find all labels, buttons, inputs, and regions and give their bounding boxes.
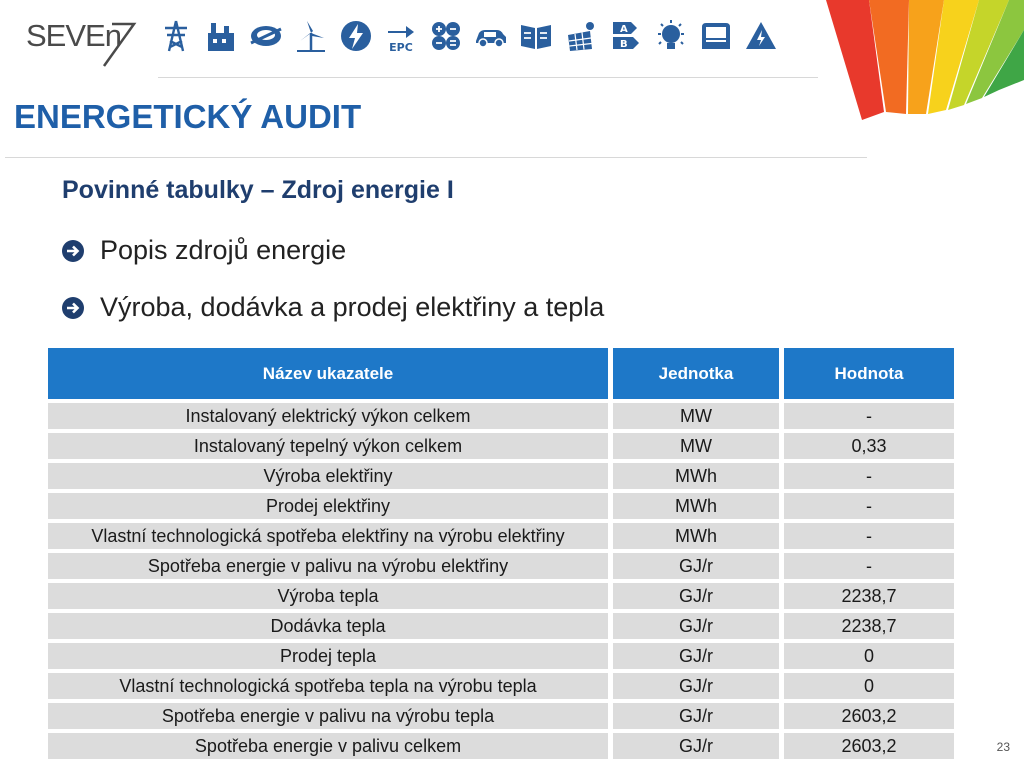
cell-name: Spotřeba energie v palivu na výrobu tepla — [48, 703, 608, 729]
cell-value: - — [784, 403, 954, 429]
table-row — [48, 493, 954, 519]
cell-name: Prodej tepla — [48, 643, 608, 669]
cell-name: Instalovaný elektrický výkon celkem — [48, 403, 608, 429]
cell-unit: GJ/r — [613, 613, 779, 639]
table-row — [48, 673, 954, 699]
cell-name: Spotřeba energie v palivu na výrobu elektřiny — [48, 553, 608, 579]
header-name: Název ukazatele — [48, 348, 608, 399]
cell-name: Výroba elektřiny — [48, 463, 608, 489]
factory-icon — [203, 14, 239, 58]
cell-name: Výroba tepla — [48, 583, 608, 609]
hazard-icon — [743, 14, 779, 58]
epc-label: EPC — [389, 41, 413, 53]
cell-value: - — [784, 523, 954, 549]
cell-name: Prodej elektřiny — [48, 493, 608, 519]
arrow-right-circle-icon — [62, 240, 84, 262]
logo-seven-stroke-icon — [26, 12, 138, 68]
cell-name: Spotřeba energie v palivu celkem — [48, 733, 608, 759]
table-header-row — [48, 348, 954, 399]
bullet-item — [62, 235, 346, 266]
cell-name: Vlastní technologická spotřeba elektřiny na výrobu elektřiny — [48, 523, 608, 549]
building-plan-icon — [518, 14, 554, 58]
icon-bar — [158, 14, 779, 64]
window-icon — [698, 14, 734, 58]
arrow-right-circle-icon — [62, 297, 84, 319]
cell-unit: MW — [613, 403, 779, 429]
energy-source-table — [43, 344, 959, 763]
table-row — [48, 613, 954, 639]
table-row — [48, 703, 954, 729]
cell-value: 2238,7 — [784, 583, 954, 609]
header-divider — [158, 77, 818, 78]
table-row — [48, 463, 954, 489]
table-row — [48, 403, 954, 429]
electric-car-icon — [473, 14, 509, 58]
energy-label-icon — [608, 14, 644, 58]
cell-name: Instalovaný tepelný výkon celkem — [48, 433, 608, 459]
cell-unit: MW — [613, 433, 779, 459]
label-a-text: A — [620, 24, 628, 35]
wind-turbine-icon — [293, 14, 329, 58]
transmission-tower-icon — [158, 14, 194, 58]
header-value: Hodnota — [784, 348, 954, 399]
cell-unit: GJ/r — [613, 673, 779, 699]
cell-unit: GJ/r — [613, 553, 779, 579]
table-row — [48, 433, 954, 459]
cell-unit: GJ/r — [613, 733, 779, 759]
solar-panel-icon — [563, 14, 599, 58]
cell-name: Vlastní technologická spotřeba tepla na výrobu tepla — [48, 673, 608, 699]
cell-value: 0,33 — [784, 433, 954, 459]
title-divider — [5, 157, 867, 158]
slide-title: ENERGETICKÝ AUDIT — [14, 98, 362, 135]
cell-name: Dodávka tepla — [48, 613, 608, 639]
color-fan-decoration-icon — [814, 0, 1024, 130]
cell-value: - — [784, 463, 954, 489]
cell-value: 2603,2 — [784, 733, 954, 759]
cell-unit: GJ/r — [613, 643, 779, 669]
cell-value: 0 — [784, 643, 954, 669]
table-row — [48, 733, 954, 759]
page-number: 23 — [996, 740, 1010, 754]
cell-value: - — [784, 493, 954, 519]
cell-unit: GJ/r — [613, 583, 779, 609]
label-b-text: B — [620, 39, 628, 50]
cell-value: 2603,2 — [784, 703, 954, 729]
cell-unit: MWh — [613, 493, 779, 519]
cell-unit: MWh — [613, 463, 779, 489]
light-bulb-icon — [653, 14, 689, 58]
bullet-text: Popis zdrojů energie — [100, 235, 347, 265]
cell-unit: MWh — [613, 523, 779, 549]
cell-value: - — [784, 553, 954, 579]
table-row — [48, 643, 954, 669]
lightning-icon — [338, 14, 374, 58]
header-unit: Jednotka — [613, 348, 779, 399]
calculator-icon — [428, 14, 464, 58]
table-row — [48, 553, 954, 579]
table-row — [48, 583, 954, 609]
epc-icon — [383, 14, 419, 58]
cell-unit: GJ/r — [613, 703, 779, 729]
seven-logo — [26, 12, 138, 68]
cell-value: 2238,7 — [784, 613, 954, 639]
table-row — [48, 523, 954, 549]
logo-text: SEVEn — [26, 18, 121, 53]
gas-meter-icon — [248, 14, 284, 58]
cell-value: 0 — [784, 673, 954, 699]
bullet-text: Výroba, dodávka a prodej elektřiny a tepla — [100, 292, 605, 322]
slide-subtitle: Povinné tabulky – Zdroj energie I — [62, 176, 454, 204]
bullet-item — [62, 292, 604, 323]
